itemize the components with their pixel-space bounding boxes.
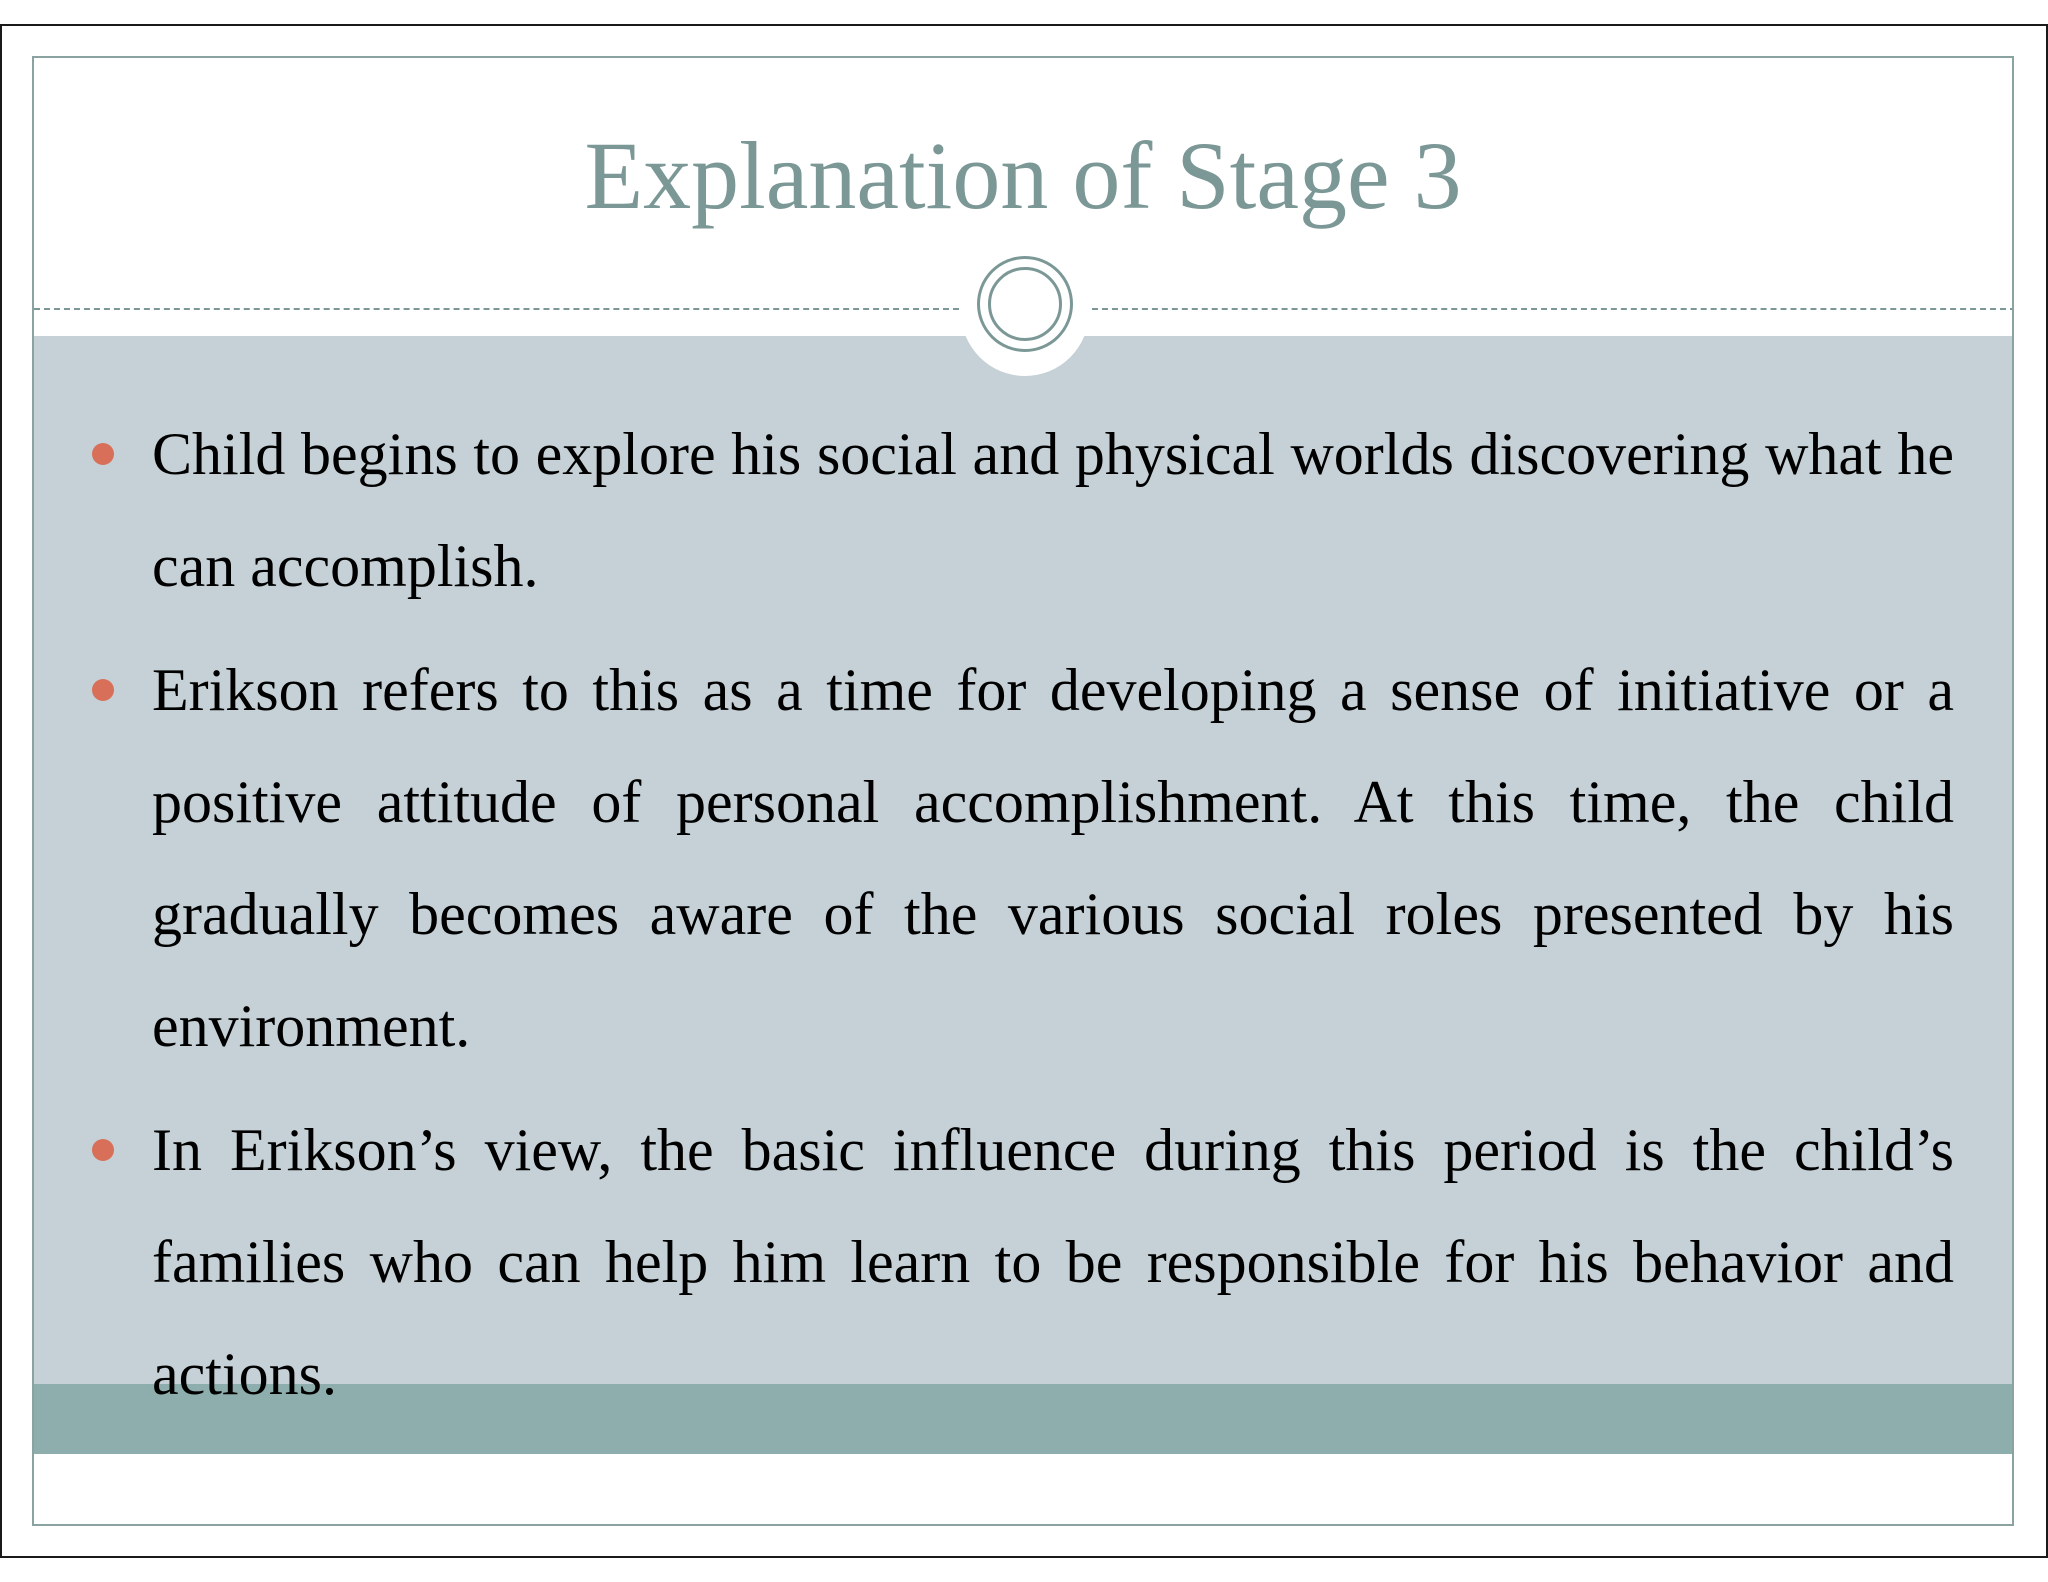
slide-title: Explanation of Stage 3	[584, 122, 1462, 229]
bullet-text: In Erikson’s view, the basic influence during this period is the child’s families who can help him learn to be responsible for his behavior and actions.	[152, 1117, 1954, 1407]
double-ring-icon	[977, 256, 1073, 352]
bullet-item	[34, 1094, 2012, 1430]
bullet-text: Erikson refers to this as a time for developing a sense of initiative or a positive attitude of personal accomplishment. At this time, the child gradually becomes aware of the various social roles presented by his environment.	[152, 657, 1954, 1059]
bullet-dot-icon	[92, 443, 114, 465]
bullet-dot-icon	[92, 679, 114, 701]
bullet-dot-icon	[92, 1139, 114, 1161]
title-divider-right	[1092, 308, 2014, 310]
inner-ring	[988, 267, 1062, 341]
bullet-item	[34, 634, 2012, 1082]
bullet-item	[34, 398, 2012, 622]
bullet-text: Child begins to explore his social and physical worlds discovering what he can accomplish.	[152, 421, 1954, 599]
title-divider-left	[34, 308, 959, 310]
bullet-list	[34, 398, 2012, 1442]
slide	[32, 56, 2014, 1526]
